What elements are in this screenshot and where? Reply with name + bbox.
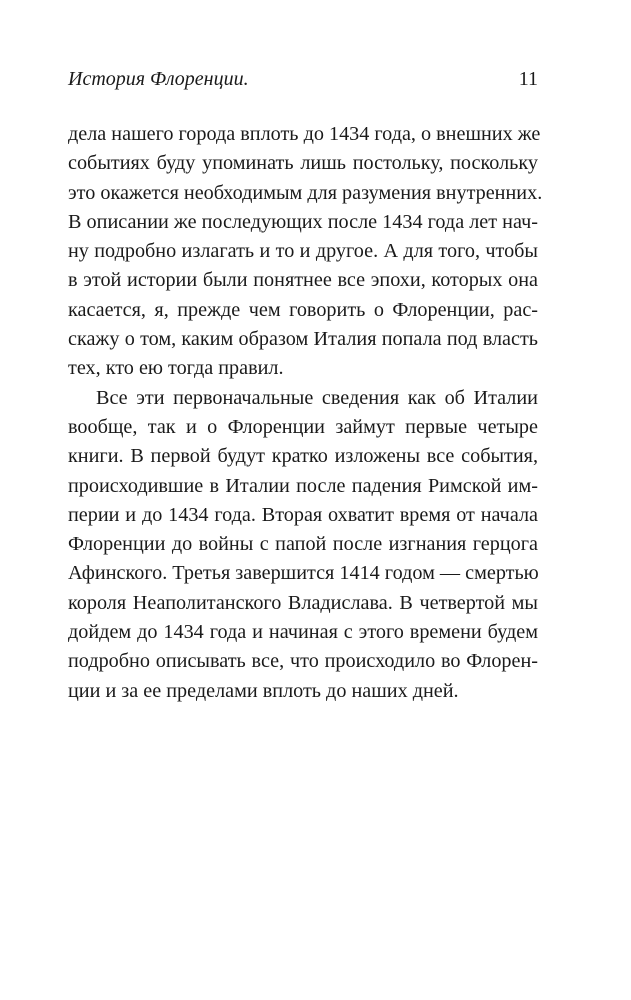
text-line: происходившие в Италии после падения Римской им-	[68, 474, 538, 497]
text-line: книги. В первой будут кратко изложены все события,	[68, 445, 538, 468]
running-head	[68, 68, 538, 98]
running-title: История Флоренции.	[68, 68, 249, 90]
text-line: скажу о том, каким образом Италия попала под власть	[68, 328, 538, 351]
text-line: Флоренции до войны с папой после изгнания герцога	[68, 533, 538, 556]
text-line: В описании же последующих после 1434 года лет нач-	[68, 210, 538, 233]
book-page	[68, 68, 543, 706]
text-line: ции и за ее пределами вплоть до наших дней.	[68, 679, 459, 702]
paragraph-1	[68, 120, 543, 384]
text-line: подробно описывать все, что происходило во Флорен-	[68, 650, 538, 673]
text-line: в этой истории были понятнее все эпохи, которых она	[68, 269, 538, 292]
text-line: касается, я, прежде чем говорить о Флоренции, рас-	[68, 298, 538, 321]
text-line: Все эти первоначальные сведения как об Италии	[96, 386, 538, 409]
text-line: событиях буду упоминать лишь постольку, поскольку	[68, 152, 538, 175]
text-line: вообще, так и о Флоренции займут первые четыре	[68, 415, 538, 438]
body-text	[68, 120, 543, 706]
text-line: короля Неаполитанского Владислава. В четвертой мы	[68, 591, 538, 614]
text-line: тех, кто ею тогда правил.	[68, 357, 284, 380]
paragraph-2	[68, 384, 538, 706]
text-line: Афинского. Третья завершится 1414 годом — смертью	[68, 562, 539, 585]
text-line: дела нашего города вплоть до 1434 года, о внешних же	[68, 123, 541, 145]
text-line: перии и до 1434 года. Вторая охватит время от начала	[68, 503, 538, 526]
text-line: это окажется необходимым для разумения внутренних.	[68, 181, 543, 204]
text-line: ну подробно излагать и то и другое. А для того, чтобы	[68, 240, 538, 263]
page-number: 11	[518, 68, 538, 90]
text-line: дойдем до 1434 года и начиная с этого времени будем	[68, 621, 538, 644]
